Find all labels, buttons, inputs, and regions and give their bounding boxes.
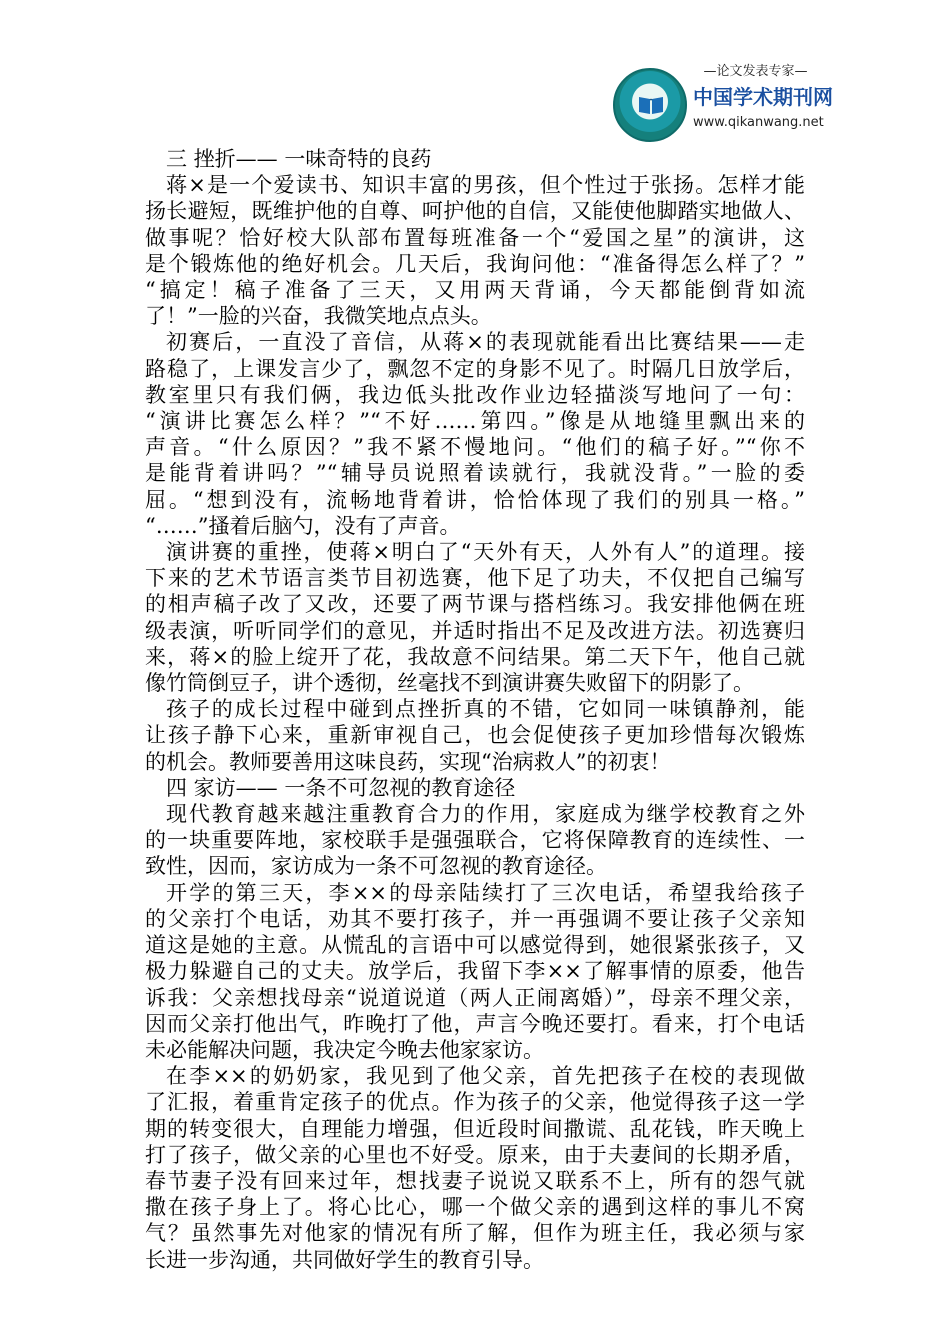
- logo-url: www.qikanwang.net: [693, 115, 824, 130]
- text-line: 期的转变很大，自理能力增强，但近段时间撒谎、乱花钱，昨天晚上: [145, 1116, 805, 1141]
- text-line: 像竹筒倒豆子，讲个透彻，丝毫找不到演讲赛失败留下的阴影了。: [145, 671, 754, 696]
- text-line: 现代教育越来越注重教育合力的作用，家庭成为继学校教育之外: [166, 802, 805, 827]
- logo-text: [693, 62, 833, 134]
- text-line: 级表演，听听同学们的意见，并适时指出不足及改进方法。初选赛归: [145, 618, 805, 643]
- text-line: 初赛后，一直没了音信，从蒋×的表现就能看出比赛结果——走: [166, 330, 805, 355]
- paragraph: [145, 539, 805, 696]
- text-line: 的相声稿子改了又改，还要了两节课与搭档练习。我安排他俩在班: [145, 592, 805, 617]
- text-line: 开学的第三天，李××的母亲陆续打了三次电话，希望我给孩子: [166, 880, 805, 905]
- text-line: 了！”一脸的兴奋，我微笑地点点头。: [145, 304, 492, 329]
- text-line: 演讲赛的重挫，使蒋×明白了“天外有天，人外有人”的道理。接: [166, 540, 805, 565]
- section-heading: 四 家访—— 一条不可忽视的教育途径: [166, 775, 516, 800]
- text-line: 了汇报，着重肯定孩子的优点。作为孩子的父亲，他觉得孩子这一学: [145, 1090, 805, 1115]
- text-line: 下来的艺术节语言类节目初选赛，他下足了功夫，不仅把自己编写: [145, 566, 805, 591]
- text-line: 打了孩子，做父亲的心里也不好受。原来，由于夫妻间的长期矛盾，: [145, 1142, 805, 1167]
- text-line: 诉我：父亲想找母亲“说道说道（两人正闹离婚）”，母亲不理父亲，: [145, 985, 805, 1010]
- text-line: 蒋×是一个爱读书、知识丰富的男孩，但个性过于张扬。怎样才能: [166, 173, 805, 198]
- text-line: 道这是她的主意。从慌乱的言语中可以感觉得到，她很紧张孩子，又: [145, 933, 805, 958]
- text-line: 的机会。教师要善用这味良药，实现“治病救人”的初衷！: [145, 749, 671, 774]
- text-line: 教室里只有我们俩，我边低头批改作业边轻描淡写地问了一句：: [145, 382, 805, 407]
- book-icon: [637, 94, 665, 116]
- text-line: 的父亲打个电话，劝其不要打孩子，并一再强调不要让孩子父亲知: [145, 906, 805, 931]
- logo-name: 中国学术期刊网: [693, 85, 833, 109]
- text-line: 来，蒋×的脸上绽开了花，我故意不问结果。第二天下午，他自己就: [145, 644, 805, 669]
- section-heading: 三 挫折—— 一味奇特的良药: [166, 147, 432, 171]
- text-line: 因而父亲打他出气，昨晚打了他，声言今晚还要打。看来，打个电话: [145, 1011, 805, 1036]
- text-line: 气？虽然事先对他家的情况有所了解，但作为班主任，我必须与家: [145, 1221, 805, 1246]
- paragraph: [145, 329, 805, 539]
- text-line: 在李××的奶奶家，我见到了他父亲，首先把孩子在校的表现做: [166, 1064, 805, 1089]
- text-line: 让孩子静下心来，重新审视自己，也会促使孩子更加珍惜每次锻炼: [145, 723, 805, 748]
- text-line: 致性，因而，家访成为一条不可忽视的教育途径。: [145, 854, 607, 879]
- text-line: 声音。“什么原因？”我不紧不慢地问。“他们的稿子好。”“你不: [145, 435, 805, 460]
- text-line: 撒在孩子身上了。将心比心，哪一个做父亲的遇到这样的事儿不窝: [145, 1195, 805, 1220]
- text-line: 未必能解决问题，我决定今晚去他家家访。: [145, 1037, 544, 1062]
- logo-emblem: [613, 68, 687, 142]
- text-line: 极力躲避自己的丈夫。放学后，我留下李××了解事情的原委，他告: [145, 959, 805, 984]
- paragraph: [145, 880, 805, 1063]
- paragraph: [145, 1063, 805, 1273]
- article-body: [145, 146, 805, 1273]
- text-line: “……”搔着后脑勺，没有了声音。: [145, 513, 461, 538]
- text-line: 做事呢？恰好校大队部布置每班准备一个“爱国之星”的演讲，这: [145, 225, 805, 250]
- text-line: 路稳了，上课发言少了，飘忽不定的身影不见了。时隔几日放学后，: [145, 356, 805, 381]
- text-line: 是能背着讲吗？”“辅导员说照着读就行，我就没背。”一脸的委: [145, 461, 805, 486]
- paragraph: [145, 696, 805, 775]
- text-line: 是个锻炼他的绝好机会。几天后，我询问他：“准备得怎么样了？”: [145, 251, 805, 276]
- text-line: 春节妻子没有回来过年，想找妻子说说又联系不上，所有的怨气就: [145, 1168, 805, 1193]
- paragraph: [145, 172, 805, 329]
- logo-tagline: —论文发表专家—: [703, 64, 808, 79]
- text-line: 的一块重要阵地，家校联手是强强联合，它将保障教育的连续性、一: [145, 828, 805, 853]
- text-line: 长进一步沟通，共同做好学生的教育引导。: [145, 1247, 544, 1272]
- text-line: “演讲比赛怎么样？”“不好……第四。”像是从地缝里飘出来的: [145, 409, 805, 434]
- text-line: 孩子的成长过程中碰到点挫折真的不错，它如同一味镇静剂，能: [166, 697, 805, 722]
- paragraph: [145, 801, 805, 880]
- text-line: “搞定！稿子准备了三天，又用两天背诵，今天都能倒背如流: [145, 278, 805, 303]
- text-line: 屈。“想到没有，流畅地背着讲，恰恰体现了我们的别具一格。”: [145, 487, 805, 512]
- site-logo: [613, 62, 833, 152]
- text-line: 扬长避短，既维护他的自尊、呵护他的自信，又能使他脚踏实地做人、: [145, 199, 805, 224]
